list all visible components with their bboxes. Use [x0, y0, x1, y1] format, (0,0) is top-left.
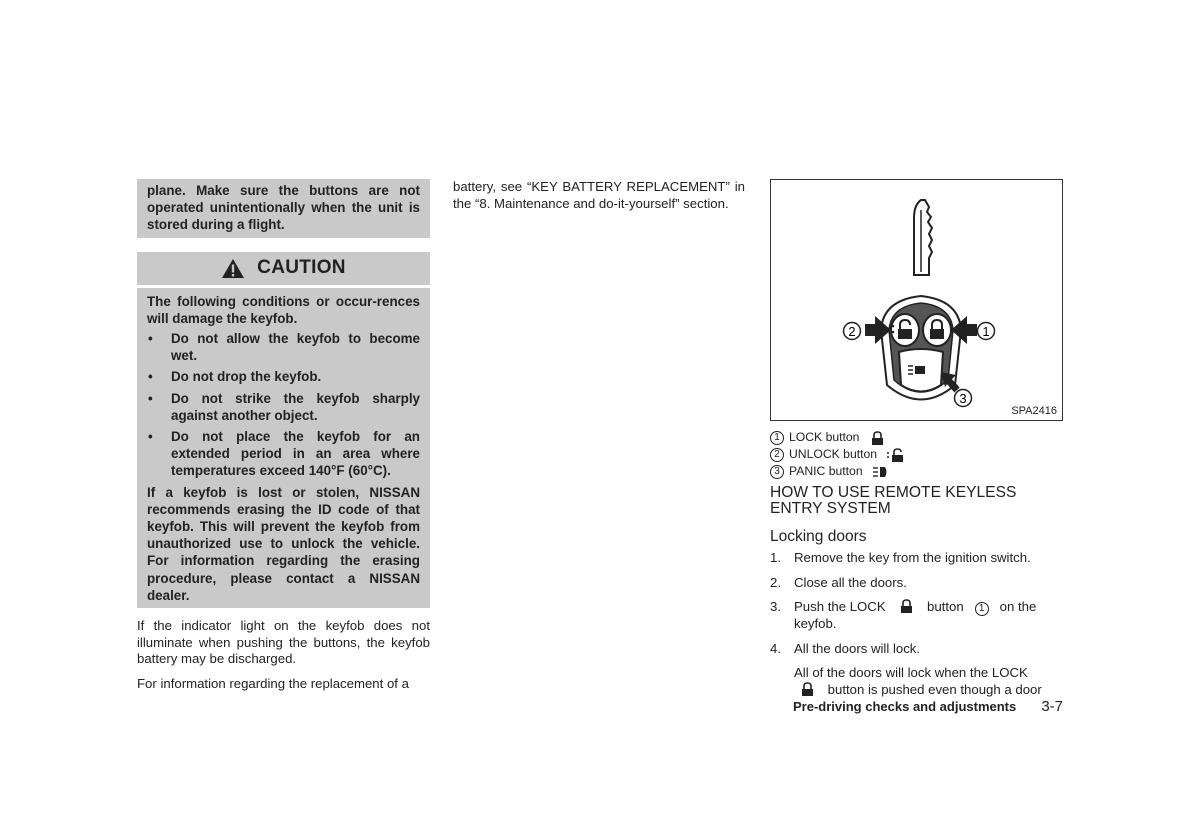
- middle-column: [453, 179, 745, 220]
- caution-bullet: • Do not strike the keyfob sharply against another object.: [148, 390, 420, 423]
- panic-icon: [865, 465, 895, 479]
- battery-paragraph: battery, see “KEY BATTERY REPLACEMENT” in the “8. Maintenance and do-it-yourself” section.: [453, 179, 745, 211]
- page-number: 3-7: [1041, 698, 1063, 715]
- caution-header: [137, 252, 430, 285]
- callout-1: 1: [982, 324, 990, 339]
- caution-title: CAUTION: [257, 257, 346, 279]
- caution-bullet: • Do not allow the keyfob to become wet.: [148, 331, 420, 364]
- lock-icon: [889, 599, 923, 613]
- lock-icon: [794, 682, 824, 696]
- key-blade: [914, 200, 932, 275]
- keyfob-figure: [770, 179, 1063, 421]
- figure-code: SPA2416: [1011, 405, 1057, 417]
- legend-item-unlock: 2 UNLOCK button: [770, 446, 1063, 463]
- legend-item-panic: 3 PANIC button: [770, 463, 1063, 480]
- caution-bullet: • Do not drop the keyfob.: [148, 369, 322, 385]
- warning-triangle-icon: [221, 258, 245, 279]
- step-item: 4. All the doors will lock.: [770, 640, 921, 656]
- indicator-paragraph: If the indicator light on the keyfob does not illuminate when pushing the buttons, the keyfob battery may be discharged.: [137, 618, 430, 667]
- caution-bullet: • Do not place the keyfob for an extended period in an area where temperatures exceed 140°F (60°C).: [148, 429, 420, 479]
- replacement-paragraph: For information regarding the replacement of a: [137, 675, 409, 691]
- caution-closing: If a keyfob is lost or stolen, NISSAN recommends erasing the ID code of that keyfob. This will prevent the keyfob from unauthorized use to unlock the vehicle. For information regarding the erasing procedure, please contact a NISSAN dealer.: [147, 484, 420, 603]
- caution-body: [137, 288, 430, 608]
- page-footer: [793, 698, 1063, 715]
- section-heading: HOW TO USE REMOTE KEYLESS ENTRY SYSTEM: [770, 484, 1017, 517]
- continued-warning-box: plane. Make sure the buttons are not operated unintentionally when the unit is stored during a flight.: [137, 179, 430, 238]
- legend-item-lock: 1 LOCK button: [770, 429, 1063, 446]
- step-note: All of the doors will lock when the LOCK button is pushed even though a door: [794, 665, 1042, 697]
- caution-intro: The following conditions or occur-rences will damage the keyfob.: [147, 293, 420, 326]
- step-item: 3. Push the LOCK button 1 on the keyfob.: [770, 599, 1037, 632]
- callout-2: 2: [848, 324, 856, 339]
- left-column: [137, 179, 430, 700]
- step-item: 2. Close all the doors.: [770, 574, 907, 590]
- step-item: 1. Remove the key from the ignition switch.: [770, 550, 1031, 565]
- callout-3: 3: [959, 391, 967, 406]
- right-column: [770, 179, 1063, 699]
- keyfob-illustration: [771, 180, 1062, 420]
- locking-steps: [770, 550, 1063, 699]
- subsection-heading: Locking doors: [770, 528, 867, 545]
- lock-icon: [861, 431, 891, 445]
- button-legend: [770, 429, 1063, 480]
- unlock-icon: [879, 448, 909, 462]
- footer-section-title: Pre-driving checks and adjustments: [793, 699, 1017, 714]
- caution-bullet-list: [147, 330, 420, 480]
